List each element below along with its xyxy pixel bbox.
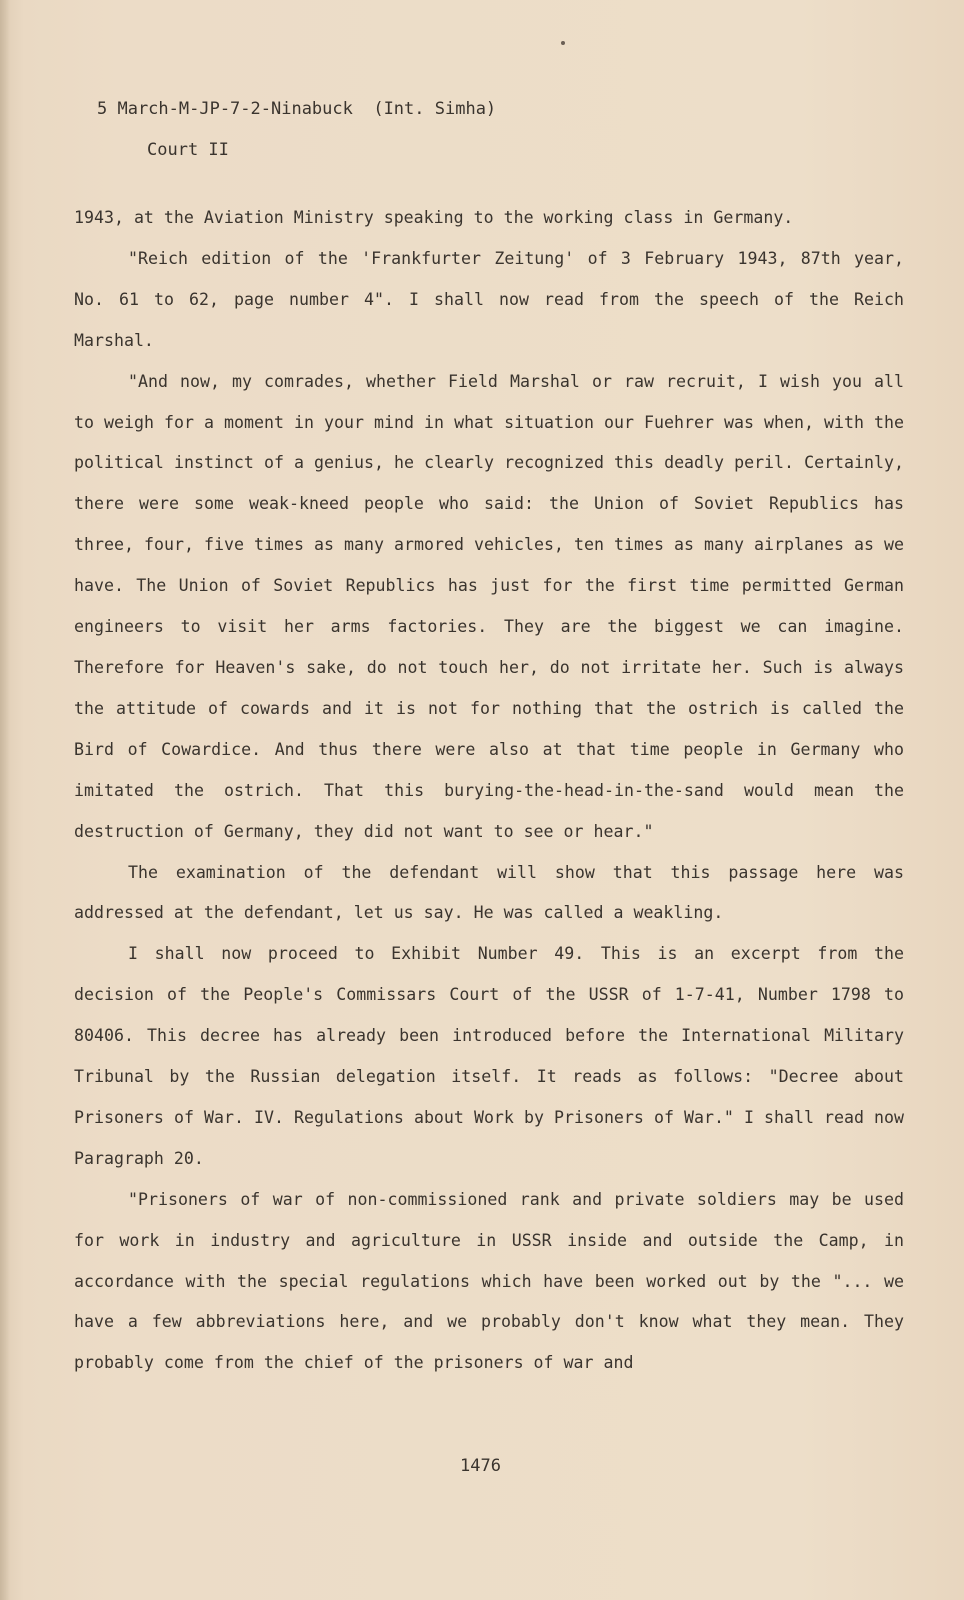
document-reference: 5 March-M-JP-7-2-Ninabuck (Int. Simha) [97, 99, 497, 119]
paper-mark [561, 41, 565, 45]
page-number: 1476 [460, 1456, 501, 1476]
paragraph: "Prisoners of war of non-commissioned rank and private soldiers may be used for work in industry and agriculture in USSR inside and outside the Camp, in accordance with the special regulations which have been worked out by the "... we have a few abbreviations here, and we probably don't know what they mean. They probably come from the chief of the prisoners of war and [74, 1189, 904, 1373]
paragraph: The examination of the defendant will show that this passage here was addressed at the defendant, let us say. He was called a weakling. [74, 862, 904, 923]
court-label: Court II [147, 140, 229, 160]
paragraph: "And now, my comrades, whether Field Marshal or raw recruit, I wish you all to weigh for a moment in your mind in what situation our Fuehrer was when, with the political instinct of a genius, he clearly recognized this deadly peril. Certainly, there were some weak-kneed people who said: the Union of Soviet Republics has three, four, five times as many armored vehicles, ten times as many airplanes as we have. The Union of Soviet Republics has just for the first time permitted German engineers to visit her arms factories. They are the biggest we can imagine. Therefore for Heaven's sake, do not touch her, do not irritate her. Such is always the attitude of cowards and it is not for nothing that the ostrich is called the Bird of Cowardice. And thus there were also at that time people in Germany who imitated the ostrich. That this burying-the-head-in-the-sand would mean the destruction of Germany, they did not want to see or hear." [74, 371, 904, 841]
paper-edge [0, 0, 10, 1600]
paragraph: 1943, at the Aviation Ministry speaking to the working class in Germany. [74, 208, 794, 227]
paragraph: I shall now proceed to Exhibit Number 49. This is an excerpt from the decision of the People's Commissars Court of the USSR of 1-7-41, Number 1798 to 80406. This decree has already been introduced before the International Military Tribunal by the Russian delegation itself. It reads as follows: "Decree about Prisoners of War. IV. Regulations about Work by Prisoners of War." I shall read now Paragraph 20. [74, 944, 904, 1168]
paragraph: "Reich edition of the 'Frankfurter Zeitung' of 3 February 1943, 87th year, No. 61 to 62, page number 4". I shall now read from the speech of the Reich Marshal. [74, 248, 904, 350]
transcript-body [74, 198, 904, 1384]
